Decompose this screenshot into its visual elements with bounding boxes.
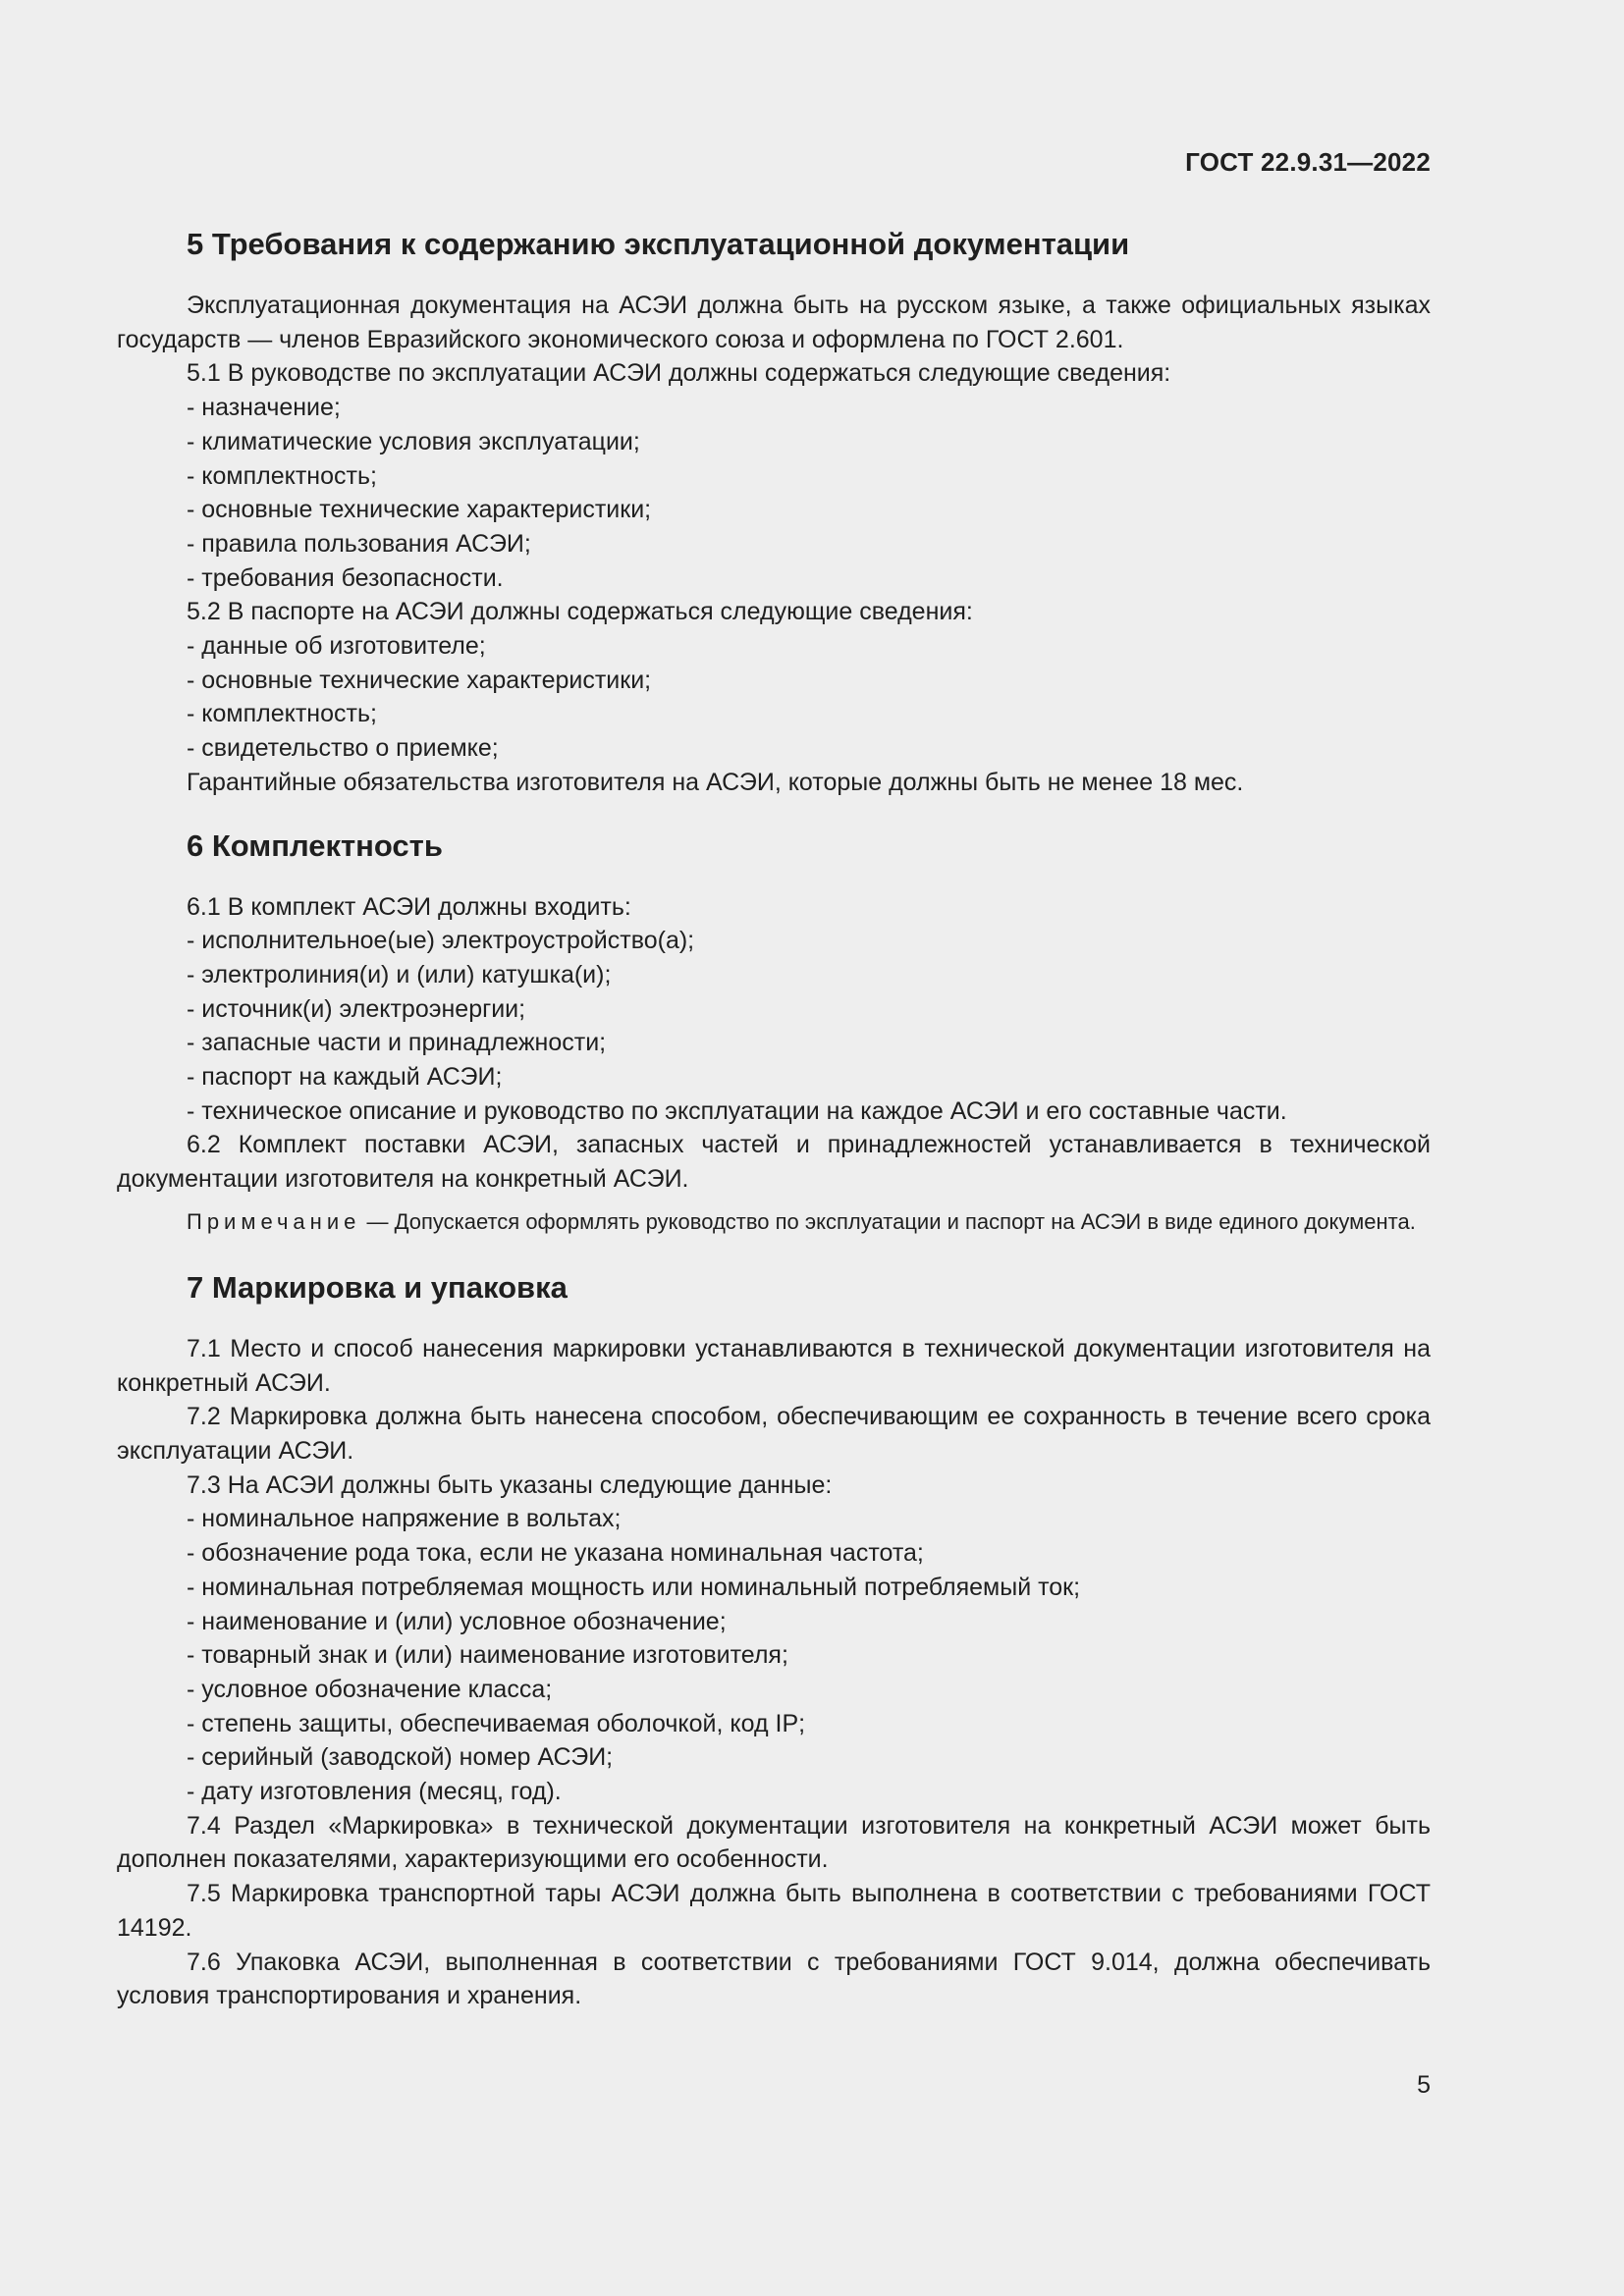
document-id-header: ГОСТ 22.9.31—2022 (1185, 147, 1431, 177)
clause-7-5: 7.5 Маркировка транспортной тары АСЭИ должна быть выполнена в соответствии с требованиями ГОСТ 14192. (117, 1880, 1431, 1942)
list-item: - техническое описание и руководство по эксплуатации на каждое АСЭИ и его составные части. (187, 1096, 1287, 1125)
list-item: - климатические условия эксплуатации; (187, 427, 640, 455)
note (117, 1206, 1431, 1237)
clause-7-4: 7.4 Раздел «Маркировка» в технической документации изготовителя на конкретный АСЭИ может быть дополнен показателями, характеризующими его особенности. (117, 1811, 1431, 1874)
list-item: - серийный (заводской) номер АСЭИ; (187, 1743, 614, 1772)
document-body (117, 220, 1431, 2013)
list-item: - паспорт на каждый АСЭИ; (187, 1063, 503, 1092)
list-item: - степень защиты, обеспечиваемая оболочкой, код IP; (187, 1709, 806, 1737)
list-item: - основные технические характеристики; (187, 496, 652, 524)
list-item: - номинальное напряжение в вольтах; (187, 1505, 622, 1533)
clause-7-6: 7.6 Упаковка АСЭИ, выполненная в соответствии с требованиями ГОСТ 9.014, должна обеспечивать условия транспортирования и хранения. (117, 1948, 1431, 2010)
list-item: - данные об изготовителе; (187, 632, 486, 661)
list-item: - назначение; (187, 394, 341, 422)
clause-6-2: 6.2 Комплект поставки АСЭИ, запасных частей и принадлежностей устанавливается в техничеcкой документации изготовителя на конкретный АСЭИ. (117, 1131, 1431, 1194)
list-item: - комплектность; (187, 700, 377, 728)
list-item: - запасные части и принадлежности; (187, 1029, 607, 1057)
list-item: - комплектность; (187, 461, 377, 490)
clause-5-1: 5.1 В руководстве по эксплуатации АСЭИ должны содержаться следующие сведения: (187, 359, 1171, 388)
page-number: 5 (1417, 2071, 1431, 2099)
section-5-title: 5 Требования к содержанию эксплуатационной документации (187, 227, 1130, 261)
note-label: Примечание (187, 1208, 361, 1234)
clause-7-2: 7.2 Маркировка должна быть нанесена способом, обеспечивающим ее сохранность в течение всего срока эксплуатации АСЭИ. (117, 1403, 1431, 1465)
guarantee-text: Гарантийные обязательства изготовителя на АСЭИ, которые должны быть не менее 18 мес. (187, 768, 1244, 796)
list-item: - обозначение рода тока, если не указана номинальная частота; (187, 1539, 924, 1568)
section-7-body (117, 1332, 1431, 2013)
section-5-intro: Эксплуатационная документация на АСЭИ должна быть на русском языке, а также официальных языках государств — членов Евразийского экономического союза и оформлена по ГОСТ 2.601. (117, 292, 1431, 353)
section-5-body (117, 289, 1431, 800)
clause-5-2: 5.2 В паспорте на АСЭИ должны содержаться следующие сведения: (187, 598, 973, 626)
clause-6-1: 6.1 В комплект АСЭИ должны входить: (187, 892, 631, 921)
section-6-body (117, 890, 1431, 1237)
list-item: - основные технические характеристики; (187, 666, 652, 694)
list-item: - дату изготовления (месяц, год). (187, 1778, 562, 1806)
list-item: - свидетельство о приемке; (187, 734, 499, 763)
list-item: - требования безопасности. (187, 563, 504, 592)
clause-7-3: 7.3 На АСЭИ должны быть указаны следующие данные: (187, 1470, 833, 1499)
list-item: - правила пользования АСЭИ; (187, 529, 531, 558)
list-item: - номинальная потребляемая мощность или номинальный потребляемый ток; (187, 1573, 1081, 1601)
note-text: — Допускается оформлять руководство по эксплуатации и паспорт на АСЭИ в виде единого документа. (360, 1208, 1416, 1234)
list-item: - исполнительное(ые) электроустройство(а); (187, 927, 695, 955)
list-item: - наименование и (или) условное обозначение; (187, 1607, 727, 1635)
list-item: - товарный знак и (или) наименование изготовителя; (187, 1641, 788, 1670)
section-6-title: 6 Комплектность (187, 828, 443, 863)
clause-7-1: 7.1 Место и способ нанесения маркировки устанавливаются в технической документации изготовителя на конкретный АСЭИ. (117, 1334, 1431, 1397)
section-7-title: 7 Маркировка и упаковка (187, 1269, 568, 1305)
list-item: - источник(и) электроэнергии; (187, 994, 526, 1023)
list-item: - электролиния(и) и (или) катушка(и); (187, 960, 612, 988)
list-item: - условное обозначение класса; (187, 1675, 553, 1703)
